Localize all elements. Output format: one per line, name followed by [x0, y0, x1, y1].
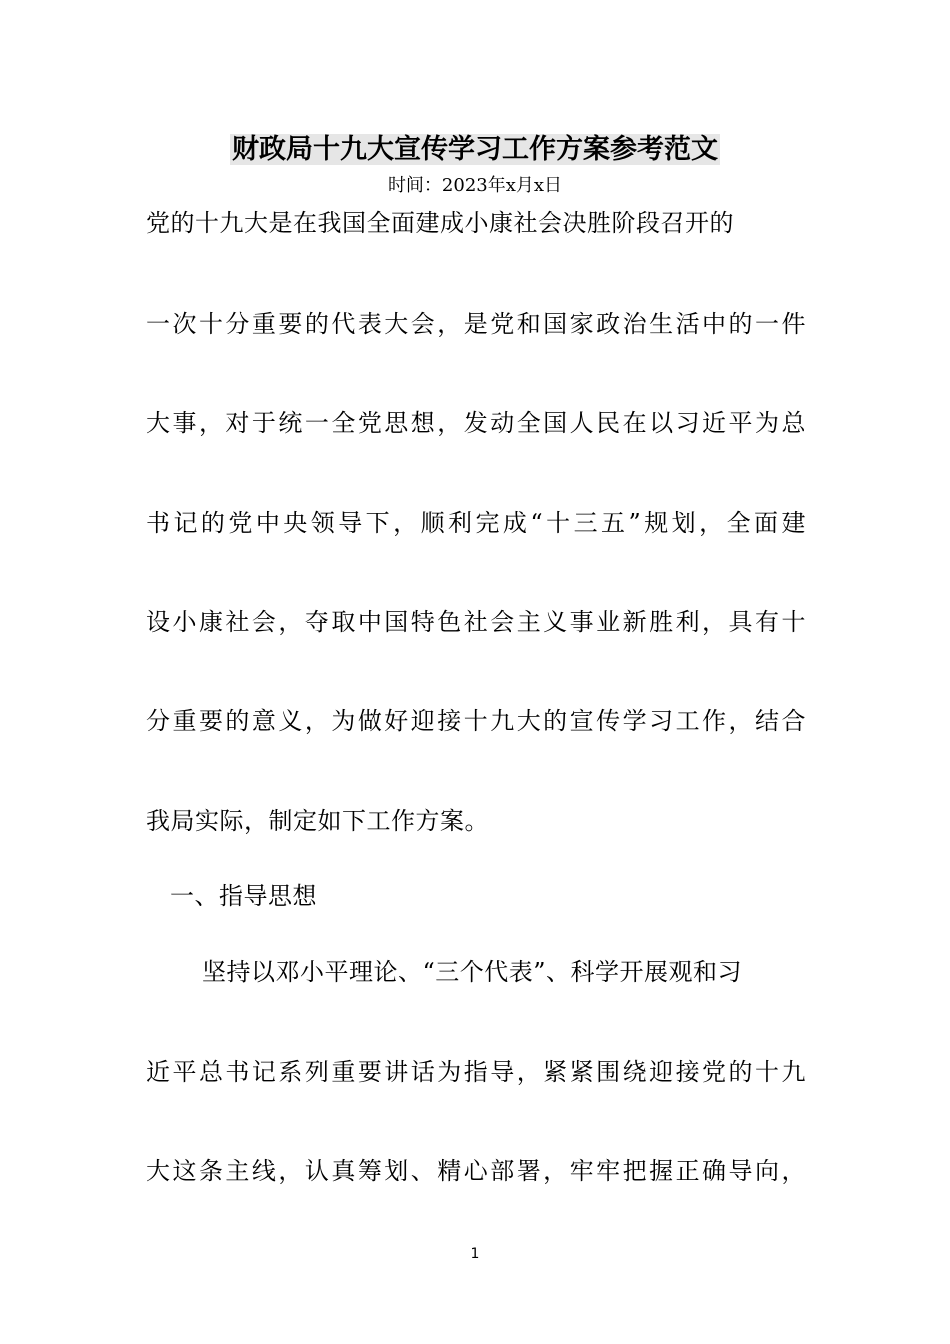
paragraph1-line-4: 书记的党中央领导下，顺利完成“十三五”规划，全面建: [146, 509, 806, 537]
paragraph2-line-3: 大这条主线，认真筹划、精心部署，牢牢把握正确导向，: [146, 1157, 806, 1185]
paragraph1-line-6: 分重要的意义，为做好迎接十九大的宣传学习工作，结合: [146, 707, 806, 735]
section1-heading: 一、指导思想: [170, 882, 317, 910]
document-title-text: 财政局十九大宣传学习工作方案参考范文: [232, 134, 718, 165]
paragraph1-line-2: 一次十分重要的代表大会，是党和国家政治生活中的一件: [146, 310, 806, 338]
paragraph1-line-5: 设小康社会，夺取中国特色社会主义事业新胜利，具有十: [146, 608, 806, 636]
document-title: [0, 130, 950, 170]
paragraph2-line-2: 近平总书记系列重要讲话为指导，紧紧围绕迎接党的十九: [146, 1058, 806, 1086]
paragraph1-line-1: 党的十九大是在我国全面建成小康社会决胜阶段召开的: [146, 209, 734, 237]
paragraph2-line-1: 坚持以邓小平理论、“三个代表”、科学开展观和习: [202, 958, 743, 986]
page-number: 1: [470, 1246, 480, 1262]
paragraph1-line-7: 我局实际，制定如下工作方案。: [146, 807, 489, 835]
paragraph1-line-3: 大事，对于统一全党思想，发动全国人民在以习近平为总: [146, 409, 806, 437]
document-date: 时间：2023年x月x日: [387, 175, 563, 196]
